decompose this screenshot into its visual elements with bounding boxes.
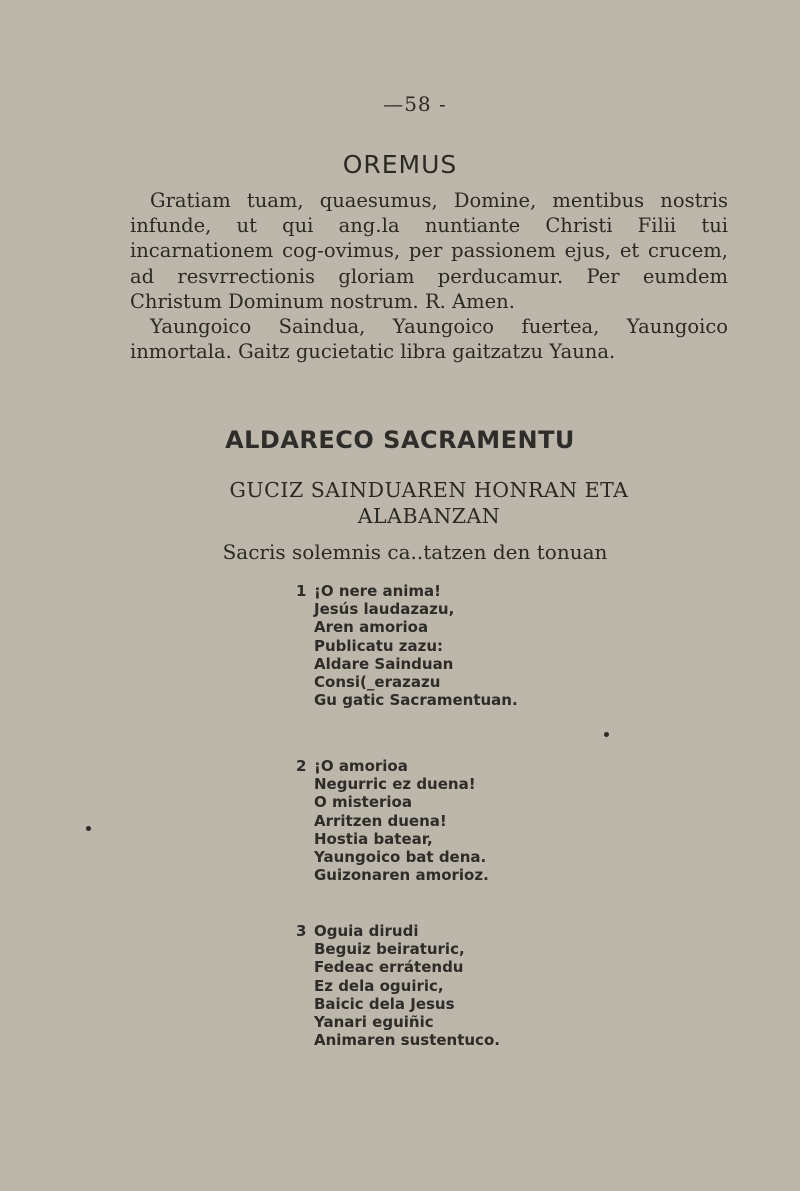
verse-line: O misterioa: [314, 793, 412, 812]
verse-line: Beguiz beiraturic,: [314, 940, 465, 959]
verse-line: Jesús laudazazu,: [314, 600, 455, 619]
section-title: ALDARECO SACRAMENTU: [225, 426, 575, 454]
verse-line: Oguia dirudi: [314, 922, 419, 940]
section-subtitle: [130, 477, 728, 529]
invocation-paragraph: Yaungoico Saindua, Yaungoico fuertea, Yaungoico inmortala. Gaitz gucietatic libra gaitzatzu Yauna.: [130, 315, 728, 364]
verse-line: ¡O amorioa: [314, 757, 408, 775]
subtitle-line: GUCIZ SAINDUAREN HONRAN ETA: [229, 478, 629, 502]
verse-line: Animaren sustentuco.: [314, 1031, 500, 1050]
oremus-heading: OREMUS: [342, 150, 458, 179]
stanza-number: 1: [296, 582, 307, 600]
stanza-2: [296, 757, 489, 884]
ink-speck: [604, 732, 609, 737]
verse-line: Negurric ez duena!: [314, 775, 476, 794]
verse-line: Ez dela oguiric,: [314, 976, 444, 995]
verse-line: Arritzen duena!: [314, 811, 447, 830]
stanza-number: 3: [296, 922, 307, 940]
verse-line: Aren amorioa: [314, 618, 429, 637]
verse-line: ¡O nere anima!: [314, 582, 441, 600]
stanza-1: [296, 582, 518, 709]
ink-speck: [86, 826, 91, 831]
verse-line: Hostia batear,: [314, 829, 433, 848]
oremus-paragraph: Gratiam tuam, quaesumus, Domine, mentibus nostris infunde, ut qui ang․la nuntiante Christi Filii tui incarnationem cog-ovimus, per passionem ejus, et crucem, ad resvrrectionis gloriam perducamur. Per eumdem Christum Dominum nostrum. R. Amen.: [130, 189, 728, 313]
verse-line: Consi(_erazazu: [314, 673, 441, 692]
verse-line: Aldare Sainduan: [314, 654, 454, 673]
verse-line: Fedeac errátendu: [314, 958, 464, 977]
oremus-prose: [130, 188, 728, 364]
stanza-3: [296, 922, 500, 1049]
verse-line: Baicic dela Jesus: [314, 994, 455, 1013]
verse-line: Yaungoico bat dena.: [314, 848, 487, 867]
tune-note: Sacris solemnis ca..tatzen den tonuan: [222, 540, 608, 564]
verse-line: Gu gatic Sacramentuan.: [314, 691, 518, 710]
stanza-number: 2: [296, 757, 307, 775]
page-number: —58 -: [383, 92, 447, 116]
subtitle-line: ALABANZAN: [357, 504, 501, 528]
verse-line: Yanari eguiñic: [314, 1013, 434, 1032]
verse-line: Guizonaren amorioz.: [314, 866, 489, 885]
verse-line: Publicatu zazu:: [314, 636, 444, 655]
